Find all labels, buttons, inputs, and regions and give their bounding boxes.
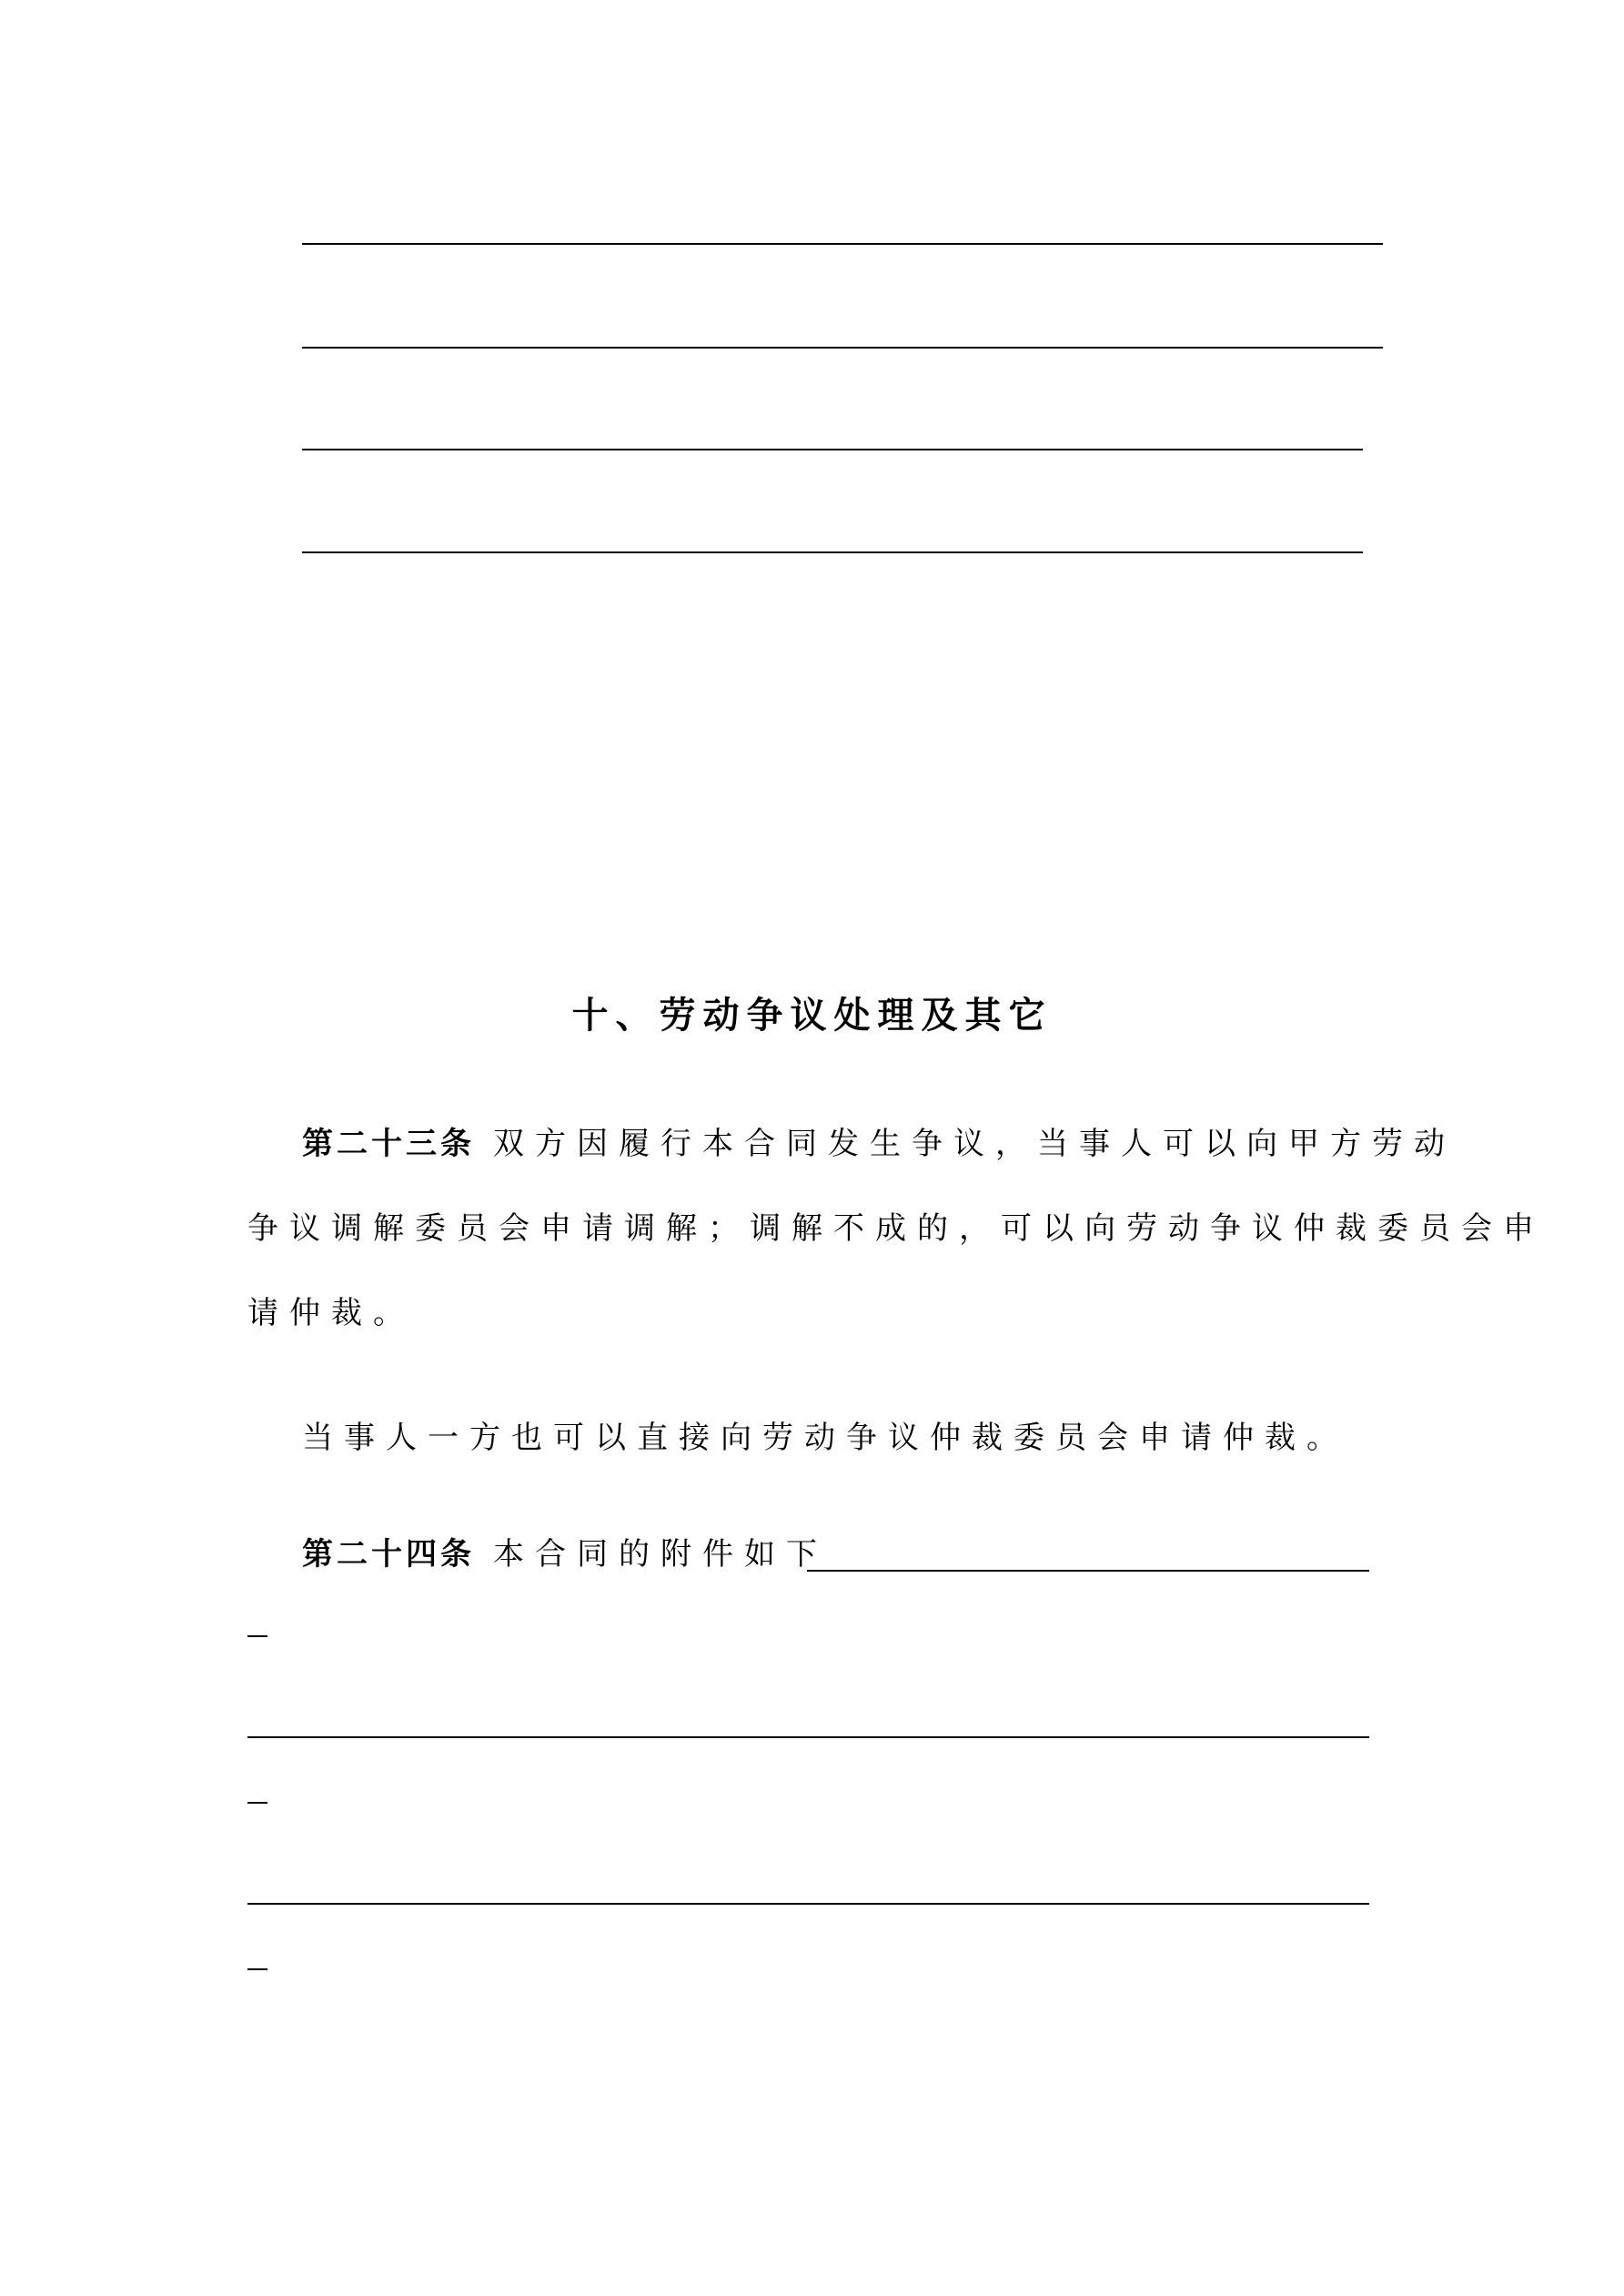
article-23-paragraph-2 (302, 1415, 1348, 1461)
attachment-dash-1 (247, 1635, 267, 1637)
attachment-blank-line-2 (247, 1736, 1369, 1738)
blank-line-4 (302, 551, 1363, 553)
article-23-number: 第二十三条 (302, 1126, 475, 1162)
article-23-line-2 (247, 1206, 1545, 1251)
article-24-text: 本合同的附件如下 (493, 1536, 828, 1573)
blank-line-2 (302, 347, 1383, 349)
article-23-line-1 (302, 1121, 1456, 1167)
attachment-dash-2 (247, 1802, 267, 1804)
article-24-line-1 (302, 1532, 828, 1577)
article-23-text-3: 请仲裁。 (247, 1295, 415, 1331)
attachment-blank-line-3 (247, 1903, 1369, 1905)
blank-line-1 (302, 243, 1383, 245)
article-24-number: 第二十四条 (302, 1536, 475, 1573)
section-heading: 十、劳动争议处理及其它 (571, 995, 1053, 1037)
article-23-line-3 (247, 1290, 415, 1336)
attachment-dash-3 (247, 1968, 267, 1970)
attachment-blank-line-1 (807, 1570, 1369, 1572)
article-23-text-1: 双方因履行本合同发生争议，当事人可以向甲方劳动 (493, 1126, 1456, 1162)
article-23-paragraph-2-text: 当事人一方也可以直接向劳动争议仲裁委员会申请仲裁。 (302, 1420, 1348, 1456)
article-23-text-2: 争议调解委员会申请调解；调解不成的，可以向劳动争议仲裁委员会申 (247, 1210, 1545, 1247)
blank-line-3 (302, 449, 1363, 450)
